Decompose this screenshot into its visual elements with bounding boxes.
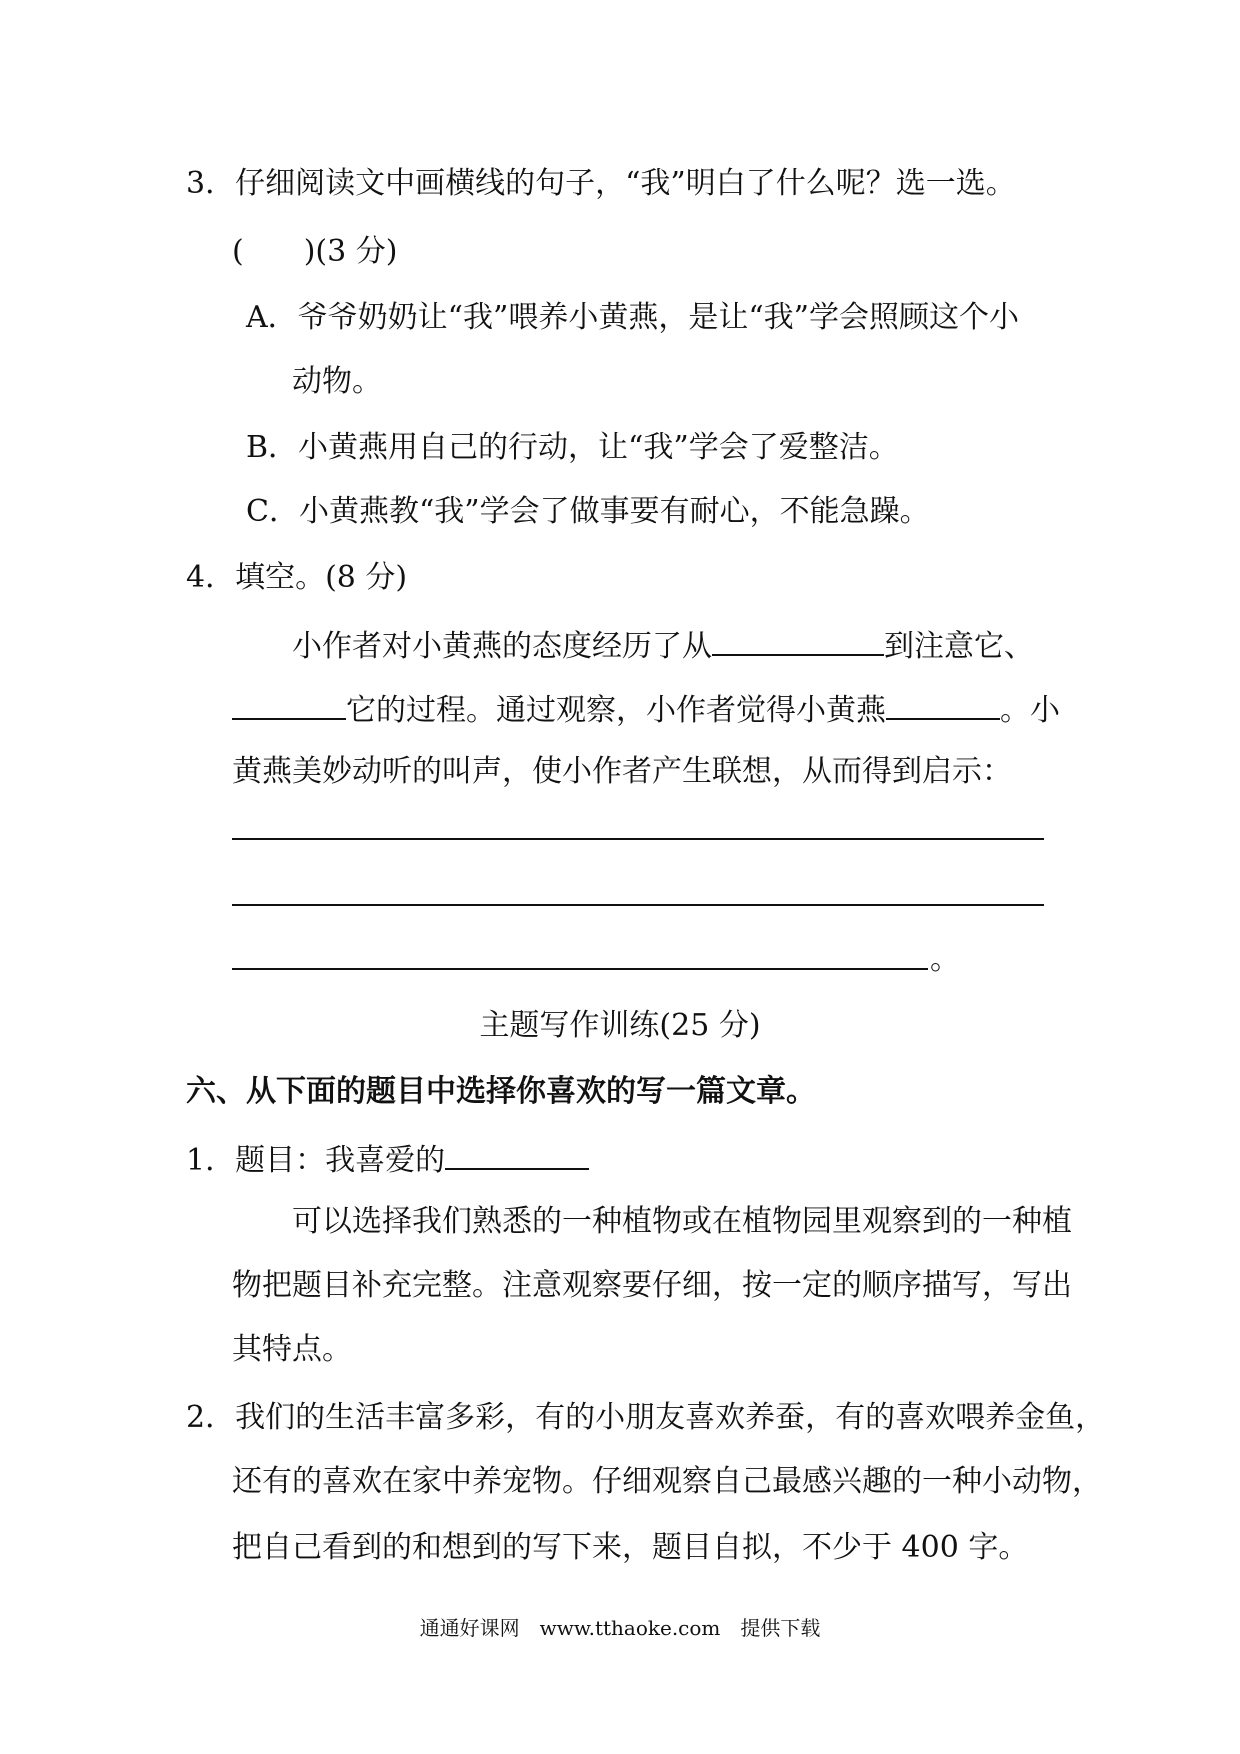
q4-text-3: 它的过程。通过观察，小作者觉得小黄燕: [346, 693, 886, 728]
topic-1-desc-line2: 物把题目补充完整。注意观察要仔细，按一定的顺序描写，写出: [232, 1268, 1072, 1303]
topic-1-title-line: [186, 1138, 589, 1181]
answer-end-mark: 。: [930, 942, 960, 977]
writing-section-title: 六、从下面的题目中选择你喜欢的写一篇文章。: [186, 1074, 816, 1109]
answer-line-1[interactable]: [232, 838, 1044, 840]
q3-option-b: [246, 428, 899, 468]
q4-paragraph-line2: [232, 688, 1060, 731]
q4-text-4: 。小: [1000, 693, 1060, 728]
topic-1-title: 题目：我喜爱的: [235, 1143, 446, 1178]
q4-text-1: 小作者对小黄燕的态度经历了从: [292, 629, 712, 664]
q4-number: 4．: [186, 560, 236, 595]
topic-2-line1: [186, 1398, 1105, 1438]
option-c-text: 小黄燕教“我”学会了做事要有耐心，不能急躁。: [298, 494, 930, 529]
option-c-label: C．: [246, 494, 299, 529]
topic-2-line2: 还有的喜欢在家中养宠物。仔细观察自己最感兴趣的一种小动物，: [232, 1464, 1102, 1499]
answer-line-3[interactable]: [232, 968, 928, 970]
q3-option-c: [246, 492, 930, 532]
answer-line-2[interactable]: [232, 904, 1044, 906]
q3-number: 3．: [186, 166, 236, 201]
q4-paragraph-line1: [292, 624, 1034, 667]
q3-answer-paren: ( )(3 分): [232, 234, 398, 269]
topic-2-line3: 把自己看到的和想到的写下来，题目自拟，不少于 400 字。: [232, 1530, 1029, 1565]
option-b-text: 小黄燕用自己的行动，让“我”学会了爱整洁。: [298, 430, 899, 465]
fill-blank-2[interactable]: [232, 688, 346, 720]
fill-blank-3[interactable]: [886, 688, 1000, 720]
q4-title: 填空。(8 分): [235, 560, 408, 595]
topic-2-number: 2．: [186, 1400, 236, 1435]
topic-2-text: 我们的生活丰富多彩，有的小朋友喜欢养蚕，有的喜欢喂养金鱼，: [235, 1400, 1106, 1435]
q4-paragraph-line3: 黄燕美妙动听的叫声，使小作者产生联想，从而得到启示：: [232, 754, 1012, 789]
q3-question: 仔细阅读文中画横线的句子，“我”明白了什么呢？选一选。: [235, 166, 1016, 201]
option-b-label: B．: [246, 430, 299, 465]
writing-heading: 主题写作训练(25 分): [479, 1008, 761, 1043]
option-a-text-cont: 动物。: [292, 364, 382, 399]
q4-text-2: 到注意它、: [884, 629, 1034, 664]
option-a-label: A．: [246, 300, 298, 335]
topic-1-desc-line1: 可以选择我们熟悉的一种植物或在植物园里观察到的一种植: [292, 1204, 1072, 1239]
topic-1-number: 1．: [186, 1143, 236, 1178]
footer-credit: 通通好课网 www.tthaoke.com 提供下载: [419, 1616, 821, 1640]
fill-blank-1[interactable]: [712, 624, 884, 656]
topic-1-blank[interactable]: [445, 1138, 589, 1170]
option-a-text: 爷爷奶奶让“我”喂养小黄燕，是让“我”学会照顾这个小: [297, 300, 1020, 335]
q3-option-a: [246, 298, 1019, 338]
q4-title-line: [186, 558, 407, 598]
q3-line: [186, 164, 1016, 204]
topic-1-desc-line3: 其特点。: [232, 1332, 352, 1367]
